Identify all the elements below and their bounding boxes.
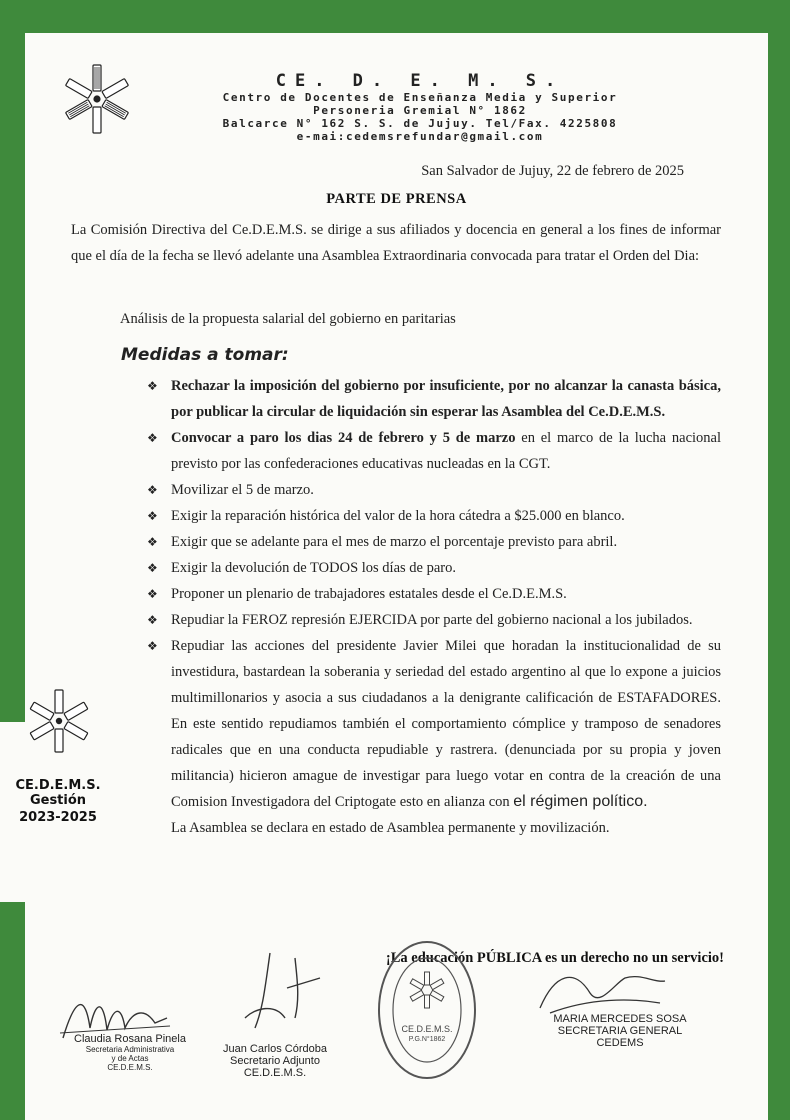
list-item: ❖ Exigir la devolución de TODOS los días de paro. (147, 555, 721, 581)
list-item: ❖ Movilizar el 5 de marzo. (147, 477, 721, 503)
list-item: ❖ Rechazar la imposición del gobierno por insuficiente, por no alcanzar la canasta básica, por publicar la circular de liquidación sin esperar las Asamblea del Ce.D.E.M.S. (147, 373, 721, 425)
list-item: ❖ Repudiar la FEROZ represión EJERCIDA por parte del gobierno nacional a los jubilados. (147, 607, 721, 633)
list-item: ❖ Exigir que se adelante para el mes de marzo el porcentaje previsto para abril. (147, 529, 721, 555)
document-title: PARTE DE PRENSA (326, 191, 467, 207)
list-item: ❖ Exigir la reparación histórica del valor de la hora cátedra a $25.000 en blanco. (147, 503, 721, 529)
sidebar-years: 2023-2025 (19, 810, 97, 825)
signature-scribble-icon (225, 948, 335, 1038)
diamond-bullet-icon: ❖ (147, 431, 158, 445)
agenda-item: Análisis de la propuesta salarial del gobierno en paritarias (120, 311, 456, 327)
sidebar-badge (6, 778, 110, 825)
signature-block-secretaria-general: MARIA MERCEDES SOSA SECRETARIA GENERAL CEDEMS (553, 1013, 687, 1049)
list-item: La Asamblea se declara en estado de Asamblea permanente y movilización. (147, 815, 721, 841)
org-full-name: Centro de Docentes de Enseñanza Media y Superior (222, 91, 618, 104)
stamp-sub-text: P.G.N°1862 (408, 1036, 446, 1043)
letter-page (25, 33, 768, 1120)
signature-block-secretaria-actas: Claudia Rosana Pinela Secretaria Administrativa y de Actas CE.D.E.M.S. (74, 1033, 186, 1072)
measures-heading: Medidas a tomar: (121, 345, 289, 365)
diamond-bullet-icon: ❖ (147, 639, 158, 653)
org-email: e-mai:cedemsrefundar@gmail.com (296, 130, 544, 143)
org-registration: Personeria Gremial N° 1862 (313, 104, 527, 117)
signature-block-secretario-adjunto: Juan Carlos Córdoba Secretario Adjunto CE.D.E.M.S. (223, 1043, 327, 1079)
org-address: Balcarce N° 162 S. S. de Jujuy. Tel/Fax. 4225808 (222, 117, 618, 130)
list-item: ❖ Proponer un plenario de trabajadores estatales desde el Ce.D.E.M.S. (147, 581, 721, 607)
list-item: ❖ Repudiar las acciones del presidente Javier Milei que horadan la institucionalidad de su investidura, bastardean la soberania y seriedad del estado argentino al que lo expone a juicios multimillonarios y asocia a sus ciudadanos a la denigrante calificación de ESTAFADORES. En este sentido repudiamos también el comportamiento cómplice y tramposo de senadores radicales que en una conducta repudiable y rastrera. (denunciada por su propia y joven militancia) hicieron amague de investigar para luego votar en contra de la creación de una Comision Investigadora del Criptogate esto en alianza con el régimen político. (147, 633, 721, 815)
stamp-seal-icon (375, 938, 479, 1083)
slogan: ¡La educación PÚBLICA es un derecho no un servicio! (385, 950, 724, 966)
list-item: ❖ Convocar a paro los dias 24 de febrero y 5 de marzo en el marco de la lucha nacional previsto por las confederaciones educativas nucleadas en la CGT. (147, 425, 721, 477)
measures-list (147, 373, 721, 841)
diamond-bullet-icon: ❖ (147, 587, 158, 601)
diamond-bullet-icon: ❖ (147, 535, 158, 549)
sidebar-gestion: Gestión (29, 793, 87, 808)
letterhead (175, 71, 665, 143)
diamond-bullet-icon: ❖ (147, 483, 158, 497)
diamond-bullet-icon: ❖ (147, 379, 158, 393)
letter-date: San Salvador de Jujuy, 22 de febrero de 2025 (421, 163, 684, 179)
diamond-bullet-icon: ❖ (147, 613, 158, 627)
stamp-center-text: CE.D.E.M.S. (401, 1024, 453, 1034)
intro-paragraph: La Comisión Directiva del Ce.D.E.M.S. se dirige a sus afiliados y docencia en general a los fines de informar que el día de la fecha se llevó adelante una Asamblea Extraordinaria convocada para tratar el Orden del Dia: (71, 222, 721, 264)
official-stamp (375, 938, 479, 1083)
diamond-bullet-icon: ❖ (147, 561, 158, 575)
cedems-logo-icon (65, 63, 129, 135)
diamond-bullet-icon: ❖ (147, 509, 158, 523)
cedems-side-logo-icon (28, 688, 90, 754)
org-acronym: CE. D. E. M. S. (275, 71, 565, 91)
sidebar-acronym: CE.D.E.M.S. (15, 778, 101, 793)
